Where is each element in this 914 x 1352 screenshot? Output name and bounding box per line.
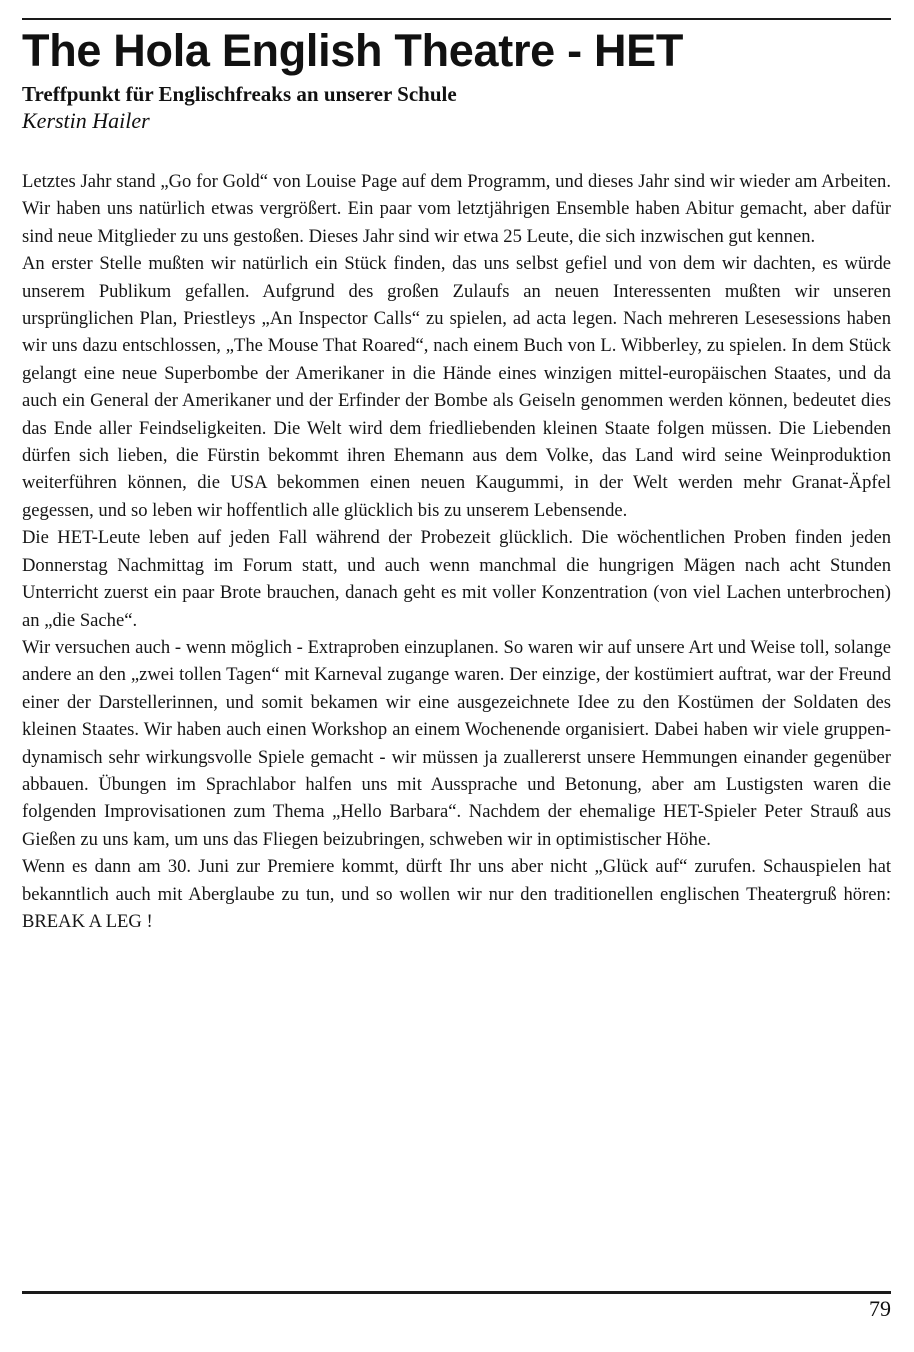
paragraph-5: Wenn es dann am 30. Juni zur Premiere kommt, dürft Ihr uns aber nicht „Glück auf“ zurufen. Schauspielen hat bekanntlich auch mit Aberglaube zu tun, und so wollen wir nur den traditionellen englischen Theatergruß hören: BREAK A LEG ! (22, 856, 891, 932)
paragraph-1: Letztes Jahr stand „Go for Gold“ von Louise Page auf dem Programm, und dieses Jahr sind wir wieder am Arbeiten. Wir haben uns natürlich etwas vergrößert. Ein paar vom letztjährigen Ensemble haben Abitur gemacht, aber dafür sind neue Mitglieder zu uns gestoßen. Dieses Jahr sind wir etwa 25 Leute, die sich inzwischen gut kennen. (22, 171, 891, 247)
document-page (22, 0, 891, 1352)
article-author: Kerstin Hailer (22, 108, 150, 133)
paragraph-2: An erster Stelle mußten wir natürlich ein Stück finden, das uns selbst gefiel und von dem wir dachten, es würde unserem Publikum gefallen. Aufgrund des großen Zulaufs an neuen Interessenten mußten wir unseren ursprünglichen Plan, Priestleys „An Inspector Calls“ zu spielen, ad acta legen. Nach mehreren Lesesessions haben wir uns dazu entschlossen, „The Mouse That Roared“, nach einem Buch von L. Wibberley, zu spielen. In dem Stück gelangt eine neue Superbombe der Amerikaner in die Hände eines winzigen mittel-europäischen Staates, und da auch ein General der Amerikaner und der Erfinder der Bombe als Geiseln genommen werden können, bedeutet dies das Ende aller Feindseligkeiten. Die Welt wird dem friedliebenden kleinen Staate folgen müssen. Die Liebenden dürfen sich lieben, die Fürstin bekommt ihren Ehemann aus dem Volke, das Land wird seine Weinproduktion weiterführen können, die USA bekommen einen neuen Kaugummi, in der Welt werden mehr Granat-Äpfel gegessen, und so leben wir hoffentlich alle glücklich bis zu unserem Lebensende. (22, 253, 891, 521)
paragraph-4: Wir versuchen auch - wenn möglich - Extraproben einzuplanen. So waren wir auf unsere Art und Weise toll, solange andere an den „zwei tollen Tagen“ mit Karneval zugange waren. Der einzige, der kostümiert auftrat, war der Freund einer der Darstellerinnen, und somit bekamen wir eine ausgezeichnete Idee zu den Kostümen der Soldaten des kleinen Staates. Wir haben auch einen Workshop an einem Wochenende organisiert. Dabei haben wir viele gruppen-dynamisch sehr wirkungsvolle Spiele gemacht - wir müssen ja zuallererst unsere Hemmungen einander gegenüber abbauen. Übungen im Sprachlabor halfen uns mit Aussprache und Betonung, aber am Lustigsten waren die folgenden Improvisationen zum Thema „Hello Barbara“. Nachdem der ehemalige HET-Spieler Peter Strauß aus Gießen zu uns kam, um uns das Fliegen beizubringen, schweben wir in optimistischer Höhe. (22, 636, 891, 850)
page-number: 79 (869, 1296, 891, 1321)
article-title: The Hola English Theatre - HET (22, 25, 684, 76)
article-body (22, 168, 891, 935)
bottom-rule (22, 1291, 891, 1294)
top-rule (22, 18, 891, 20)
article-subtitle: Treffpunkt für Englischfreaks an unserer Schule (22, 82, 457, 106)
paragraph-3: Die HET-Leute leben auf jeden Fall während der Probezeit glücklich. Die wöchentlichen Proben finden jeden Donnerstag Nachmittag im Forum statt, und auch wenn manchmal die hungrigen Mägen nach acht Stunden Unterricht zuerst ein paar Brote brauchen, danach geht es mit voller Konzentration (von viel Lachen unterbrochen) an „die Sache“. (22, 527, 891, 631)
